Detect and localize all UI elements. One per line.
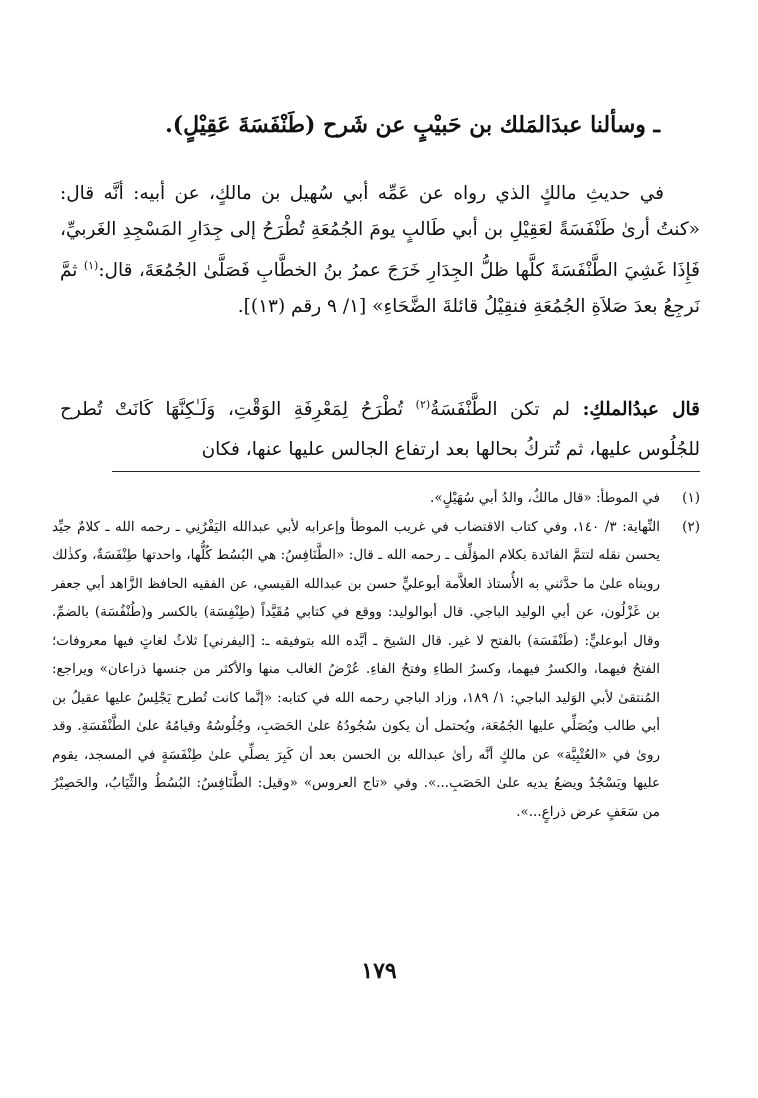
footnote-item — [52, 484, 700, 513]
footnotes — [52, 484, 700, 826]
hadith-text: في حديثِ مالكٍ الذي رواه عن عَمِّه أبي سُهيل بن مالكٍ، عن أبيه: أنَّه قال: «كنتُ أرىٰ طَنْفَسَةً لعَقِيْلِ بن أبي طَالبٍ يومَ الجُمُعَةِ تُطْرَحُ إلى جِدَارِ المَسْجِدِ الغَربيِّ، فَإِذَا غَشِيَ الطَّنْفَسَةَ كلَّها ظلُّ الجِدَارِ خَرَجَ عمرُ بنُ الخطَّابِ فَصَلَّىٰ الجُمُعَةَ، قال: — [60, 183, 701, 282]
hadith-text-continued: ثمَّ نَرجِعُ بعدَ صَلاَةِ الجُمُعَةِ فنقِيْلُ قائلةَ الضَّحَاءِ» [١/ ٩ رقم (١٣)]. — [60, 260, 700, 318]
footnote-separator — [112, 471, 700, 472]
commentary-paragraph — [60, 385, 700, 470]
footnote-text: النِّهاية: ٣/ ١٤٠، وفي كتاب الاقتضاب في غريب الموطأ وإعرابه لأبي عبدالله اليَفْرُنِي ـ رحمه الله ـ كلامٌ جيِّد يحسن نقله لتتمَّ الفائدة بكلام المؤلِّف ـ رحمه الله ـ قال: «الطَّنَافِسُ: هي البُسُط كُلُّها، واحدتها طِنْفَسَةٌ، وكذٰلك رويناه علىٰ ما حدَّثني به الأُستاذ العلاَّمة أبوعليٍّ حسن بن عبدالله القيسي، عن الفقيه الحافظ الزَّاهد أبي جعفر بن غَزْلُون، عن أبي الوليد الباجي. قال أبوالوليد: ووقع في كتابي مُقَيَّداً (طِنْفِسَة) بالكسر و(طُنْفُسَة) بالضمِّ. وقال أبوعليٍّ: (طَنْفَسَة) بالفتح لا غير. قال الشيخ ـ أيَّده الله بتوفيقه ـ: [اليفرني] ثلاثُ لغاتٍ فيها معروفات؛ الفتحُ فيهما، والكسرُ فيهما، وكسرُ الطاءِ وفتحُ الفاءِ. عُرْضُ الغالب منها والأكثر من جنسها ذراعان» ويراجع: المُنتقىٰ لأبي الوَليد الباجي: ١/ ١٨٩، وزاد الباجي رحمه الله في كتابه: «إنَّما كانت تُطرح يَجْلِسُ عليها عقيلُ بن أبي طالب ويُصَلِّي عليها الجُمُعَة، ويُحتمل أن يكون سُجُودُهُ علىٰ الحَصَبِ، وجُلُوسُهُ وقيامُهُ علىٰ الطَّنْفَسَةِ. وقد روىٰ في «العُتْبِيَّة» عن مالكٍ أنَّه رأىٰ عبدالله بن الحسن بعد أن كَبِرَ يصلِّي علىٰ طِنْفَسَةٍ في المسجد، يقوم عليها ويَسْجُدُ ويضعُ يديه علىٰ الحَصَبِ...». وفي «تاج العروس» «وقيل: الطَّنَافِسُ: البُسُطُ والثِّيَابُ، والحَصِيْرُ من سَعَفٍ عرض ذراعٍ...». — [52, 518, 661, 820]
footnote-ref-2: (٢) — [415, 398, 431, 411]
footnote-ref-1: (١) — [83, 259, 99, 272]
commentary-text-continued: تُطْرَحُ لِمَعْرِفَةِ الوَقْتِ، وَلَـٰكِنَّهَا كَانَتْ تُطرح للجُلُوس عليها، ثم تُتركُ بحالها بعد ارتفاع الجالس عليها عنها، فكان — [60, 399, 700, 461]
commentary-lead: قال عبدُالملكِ: — [582, 399, 700, 421]
footnote-number: (١) — [682, 490, 700, 506]
hadith-paragraph — [60, 176, 700, 325]
footnote-text: في الموطأ: «قال مالكٌ، والدُ أبي سُهَيْلٍ». — [430, 490, 660, 506]
footnote-item — [52, 513, 700, 827]
section-heading: ـ وسألنا عبدَالمَلك بن حَبيْبٍ عن شَرح (طَنْفَسَةَ عَقِيْلٍ). — [165, 112, 660, 138]
commentary-text: لم تكن الطَّنْفَسَةُ — [430, 399, 583, 421]
page-number: ١٧٩ — [361, 958, 397, 984]
footnote-number: (٢) — [682, 518, 700, 535]
